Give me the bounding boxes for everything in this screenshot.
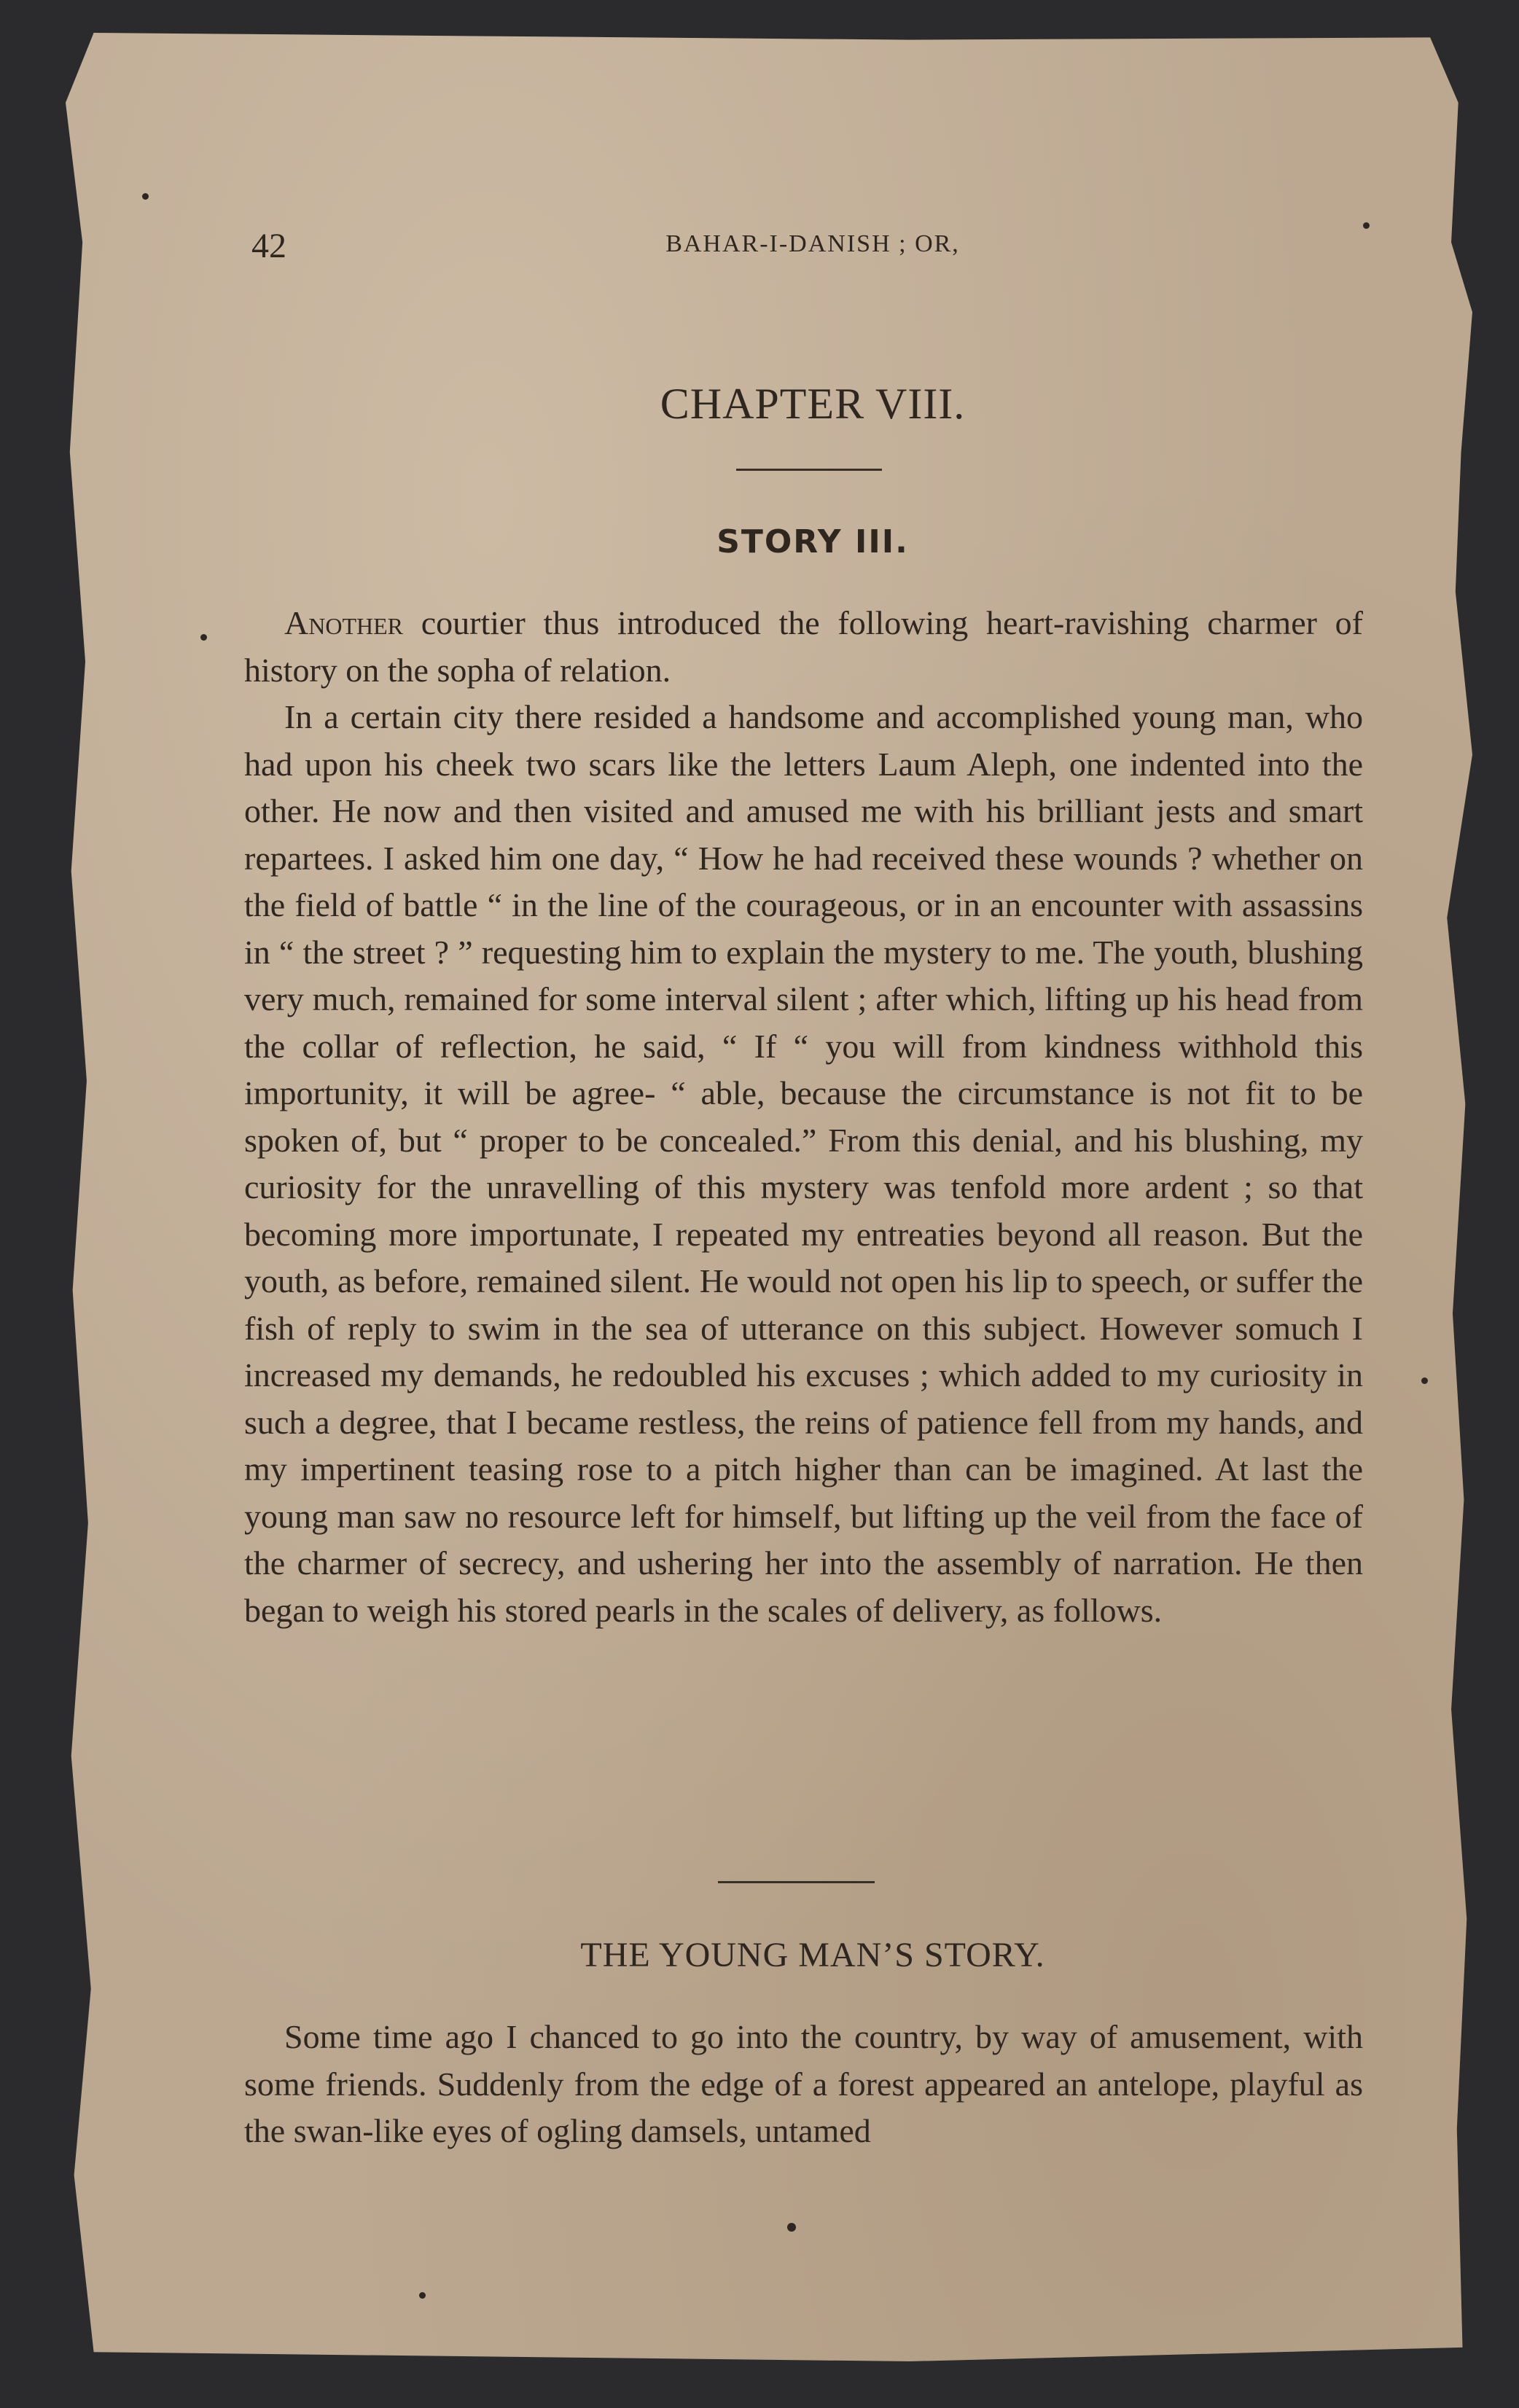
paper-speck (200, 634, 207, 641)
running-head: BAHAR-I-DANISH ; OR, (665, 230, 960, 257)
section-divider (718, 1881, 875, 1883)
paragraph-intro-lead: Another (284, 604, 403, 641)
paper-speck (142, 193, 149, 200)
story-title: STORY III. (716, 523, 909, 560)
paper-speck (1363, 222, 1370, 229)
paragraph-young-man-story: Some time ago I chanced to go into the country, by way of amusement, with some friends. Suddenly from the edge of a forest appeared an antelope, playful as the swan-like eyes of ogling damsels, untamed (244, 2018, 1363, 2149)
paper-speck (1421, 1377, 1428, 1384)
paragraph-story: In a certain city there resided a handsome and accomplished young man, who had upon his cheek two scars like the letters Laum Aleph, one indented into the other. He now and then visited and amused me with his brilliant jests and smart repartees. I asked him one day, “ How he had received these wounds ? whether on the field of battle “ in the line of the courageous, or in an encounter with assassins in “ the street ? ” requesting him to explain the mystery to me. The youth, blushing very much, remained for some interval silent ; after which, lifting up his head from the collar of reflection, he said, “ If “ you will from kindness withhold this importunity, it will be agree- “ able, because the circumstance is not fit to be spoken of, but “ proper to be concealed.” From this denial, and his blushing, my curiosity for the unravelling of this mystery was tenfold more ardent ; so that becoming more importunate, I repeated my entreaties beyond all reason. But the youth, as before, remained silent. He would not open his lip to speech, or suffer the fish of reply to swim in the sea of utterance on this subject. However somuch I increased my demands, he redoubled his excuses ; which added to my curiosity in such a degree, that I became restless, the reins of patience fell from my hands, and my impertinent teasing rose to a pitch higher than can be imagined. At last the young man saw no resource left for himself, but lifting up the veil from the face of the charmer of secrecy, and ushering her into the assembly of narration. He then began to weigh his stored pearls in the scales of delivery, as follows. (244, 698, 1363, 1629)
paper-speck (419, 2292, 426, 2299)
paper-speck (787, 2223, 796, 2232)
chapter-divider (736, 469, 882, 471)
chapter-title: CHAPTER VIII. (660, 380, 966, 428)
paragraph-intro-rest: courtier thus introduced the following heart-ravishing charmer of history on the sopha of relation. (244, 604, 1363, 689)
page-number: 42 (251, 227, 286, 265)
paragraph-intro (244, 600, 1363, 694)
page-header (251, 226, 1374, 270)
section-title: THE YOUNG MAN’S STORY. (580, 1936, 1045, 1974)
